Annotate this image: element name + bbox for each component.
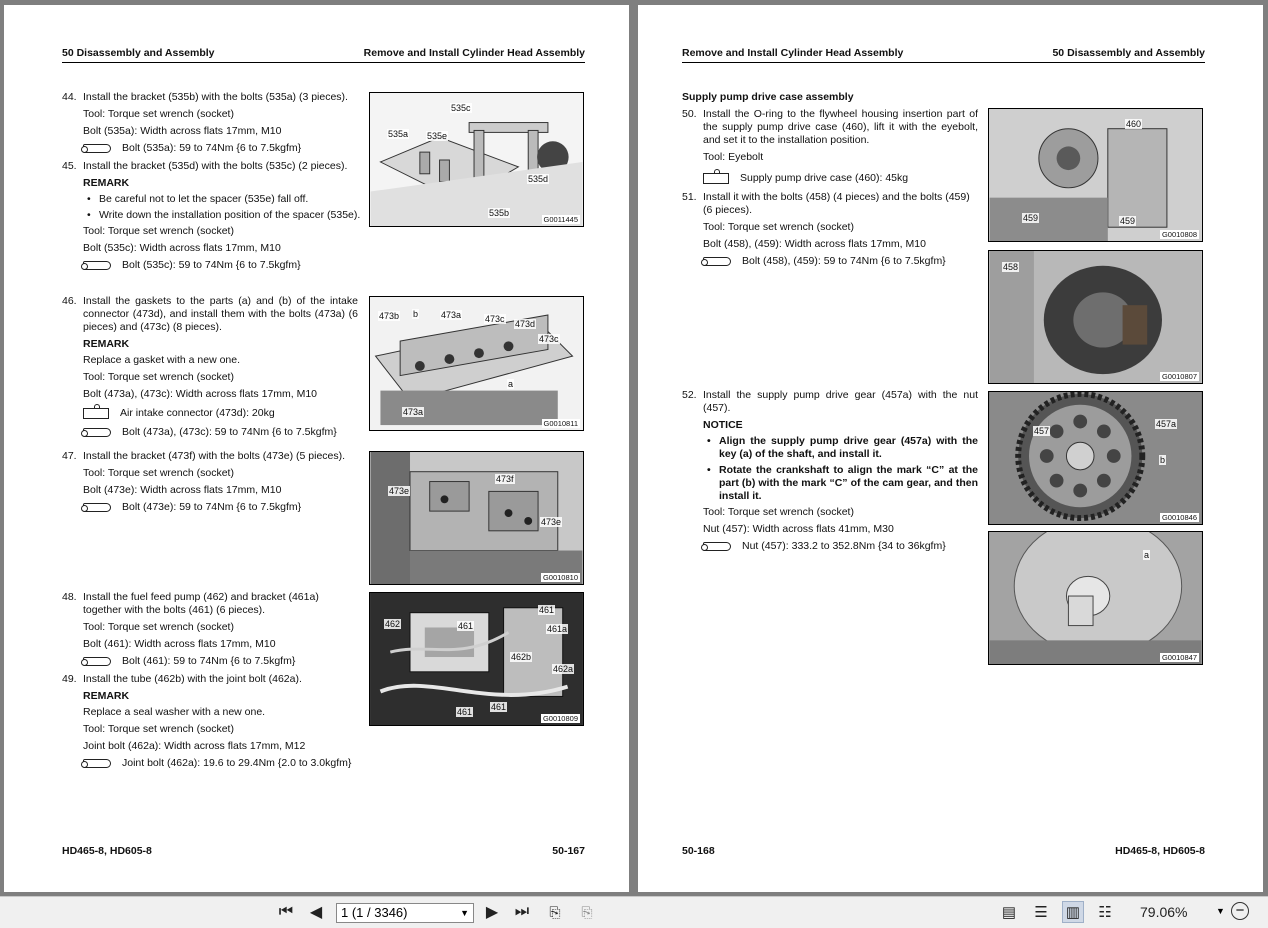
- callout-label: 462: [385, 619, 401, 629]
- bolt-spec: Joint bolt (462a): Width across flats 17mm, M12: [83, 740, 306, 752]
- tool-text: Tool: Torque set wrench (socket): [703, 506, 854, 518]
- dropdown-arrow-icon: ▼: [460, 908, 469, 918]
- two-page-continuous-button[interactable]: [1094, 901, 1116, 923]
- figure-bracket-473f: [369, 451, 584, 585]
- tool-text: Tool: Torque set wrench (socket): [83, 621, 234, 633]
- step-number: 46.: [62, 295, 77, 307]
- weight-spec: Supply pump drive case (460): 45kg: [740, 172, 909, 184]
- footer-left: 50-168: [682, 845, 715, 857]
- zoom-dropdown-icon[interactable]: ▼: [1216, 906, 1225, 916]
- callout-label: 461: [539, 605, 555, 615]
- callout-label: 473a: [441, 310, 462, 320]
- bolts-458-illustration: [989, 251, 1202, 383]
- step-49: [62, 673, 362, 773]
- callout-label: 459: [1120, 216, 1136, 226]
- last-page-icon: ⏭: [514, 903, 530, 920]
- callout-label: 473d: [515, 319, 536, 329]
- step-number: 50.: [682, 108, 697, 120]
- remark-bullet: • Write down the installation position of the spacer (535e).: [83, 209, 362, 222]
- zoom-out-button[interactable]: [1231, 902, 1249, 920]
- figure-intake-connector: [369, 296, 584, 431]
- header-left: 50 Disassembly and Assembly: [62, 47, 215, 59]
- callout-label: 535e: [427, 131, 448, 141]
- notice-heading: NOTICE: [703, 419, 743, 431]
- callout-label: 462a: [553, 664, 574, 674]
- torque-wrench-icon: [83, 261, 111, 270]
- step-text: Install the gaskets to the parts (a) and (b) of the intake connector (473d), and install them with the bolts (473a) (6 pieces) and (473c) (8 pieces).: [83, 295, 358, 333]
- previous-page-icon: ◀: [309, 904, 323, 921]
- page-right: [638, 5, 1263, 892]
- bolt-spec: Bolt (535c): Width across flats 17mm, M10: [83, 242, 281, 254]
- next-page-icon: ▶: [485, 904, 499, 921]
- remark-heading: REMARK: [83, 690, 130, 702]
- callout-label: 535b: [489, 208, 510, 218]
- next-page-button[interactable]: [481, 901, 503, 923]
- header-left: Remove and Install Cylinder Head Assembly: [682, 47, 904, 59]
- step-47: [62, 450, 362, 517]
- step-number: 49.: [62, 673, 77, 685]
- torque-wrench-icon: [83, 759, 111, 768]
- figure-code: G0010846: [1161, 513, 1197, 522]
- callout-label: 473c: [539, 334, 559, 344]
- bolt-spec: Nut (457): Width across flats 41mm, M30: [703, 523, 894, 535]
- torque-spec: Bolt (458), (459): 59 to 74Nm {6 to 7.5kgfm}: [742, 255, 946, 267]
- step-52: [682, 389, 978, 556]
- callout-label: 473c: [485, 314, 505, 324]
- figure-drive-gear: [988, 391, 1203, 525]
- two-page-icon: ▥: [1065, 904, 1081, 921]
- callout-label: 461: [457, 707, 473, 717]
- previous-page-button[interactable]: [305, 901, 327, 923]
- torque-spec: Bolt (461): 59 to 74Nm {6 to 7.5kgfm}: [122, 655, 296, 667]
- shaft-key-illustration: [989, 532, 1202, 664]
- remark-heading: REMARK: [83, 338, 130, 350]
- forward-view-icon: ⎘: [581, 903, 593, 920]
- header-right: 50 Disassembly and Assembly: [1052, 47, 1205, 59]
- page-header: [682, 47, 1205, 63]
- step-text: Install it with the bolts (458) (4 pieces) and the bolts (459) (6 pieces).: [703, 191, 970, 216]
- tool-text: Tool: Eyebolt: [703, 151, 764, 163]
- torque-spec: Bolt (535c): 59 to 74Nm {6 to 7.5kgfm}: [122, 259, 301, 271]
- callout-label: 473e: [541, 517, 562, 527]
- bracket-illustration: [370, 93, 583, 226]
- step-number: 51.: [682, 191, 697, 203]
- step-48: [62, 591, 358, 671]
- tool-text: Tool: Torque set wrench (socket): [83, 108, 234, 120]
- callout-label: a: [508, 379, 514, 389]
- callout-label: a: [1144, 550, 1150, 560]
- callout-label: 461a: [547, 624, 568, 634]
- callout-label: 459: [1023, 213, 1039, 223]
- torque-spec: Bolt (535a): 59 to 74Nm {6 to 7.5kgfm}: [122, 142, 302, 154]
- remark-text: Replace a seal washer with a new one.: [83, 706, 266, 718]
- callout-label: 535a: [388, 129, 409, 139]
- drive-gear-illustration: [989, 392, 1202, 524]
- page-header: [62, 47, 585, 63]
- page-left: [4, 5, 629, 892]
- callout-label: 457: [1034, 426, 1050, 436]
- step-text: Install the supply pump drive gear (457a) with the nut (457).: [703, 389, 978, 414]
- bolt-spec: Bolt (473a), (473c): Width across flats 17mm, M10: [83, 388, 317, 400]
- single-page-view-button[interactable]: [998, 901, 1020, 923]
- weight-icon: [703, 173, 729, 184]
- minus-icon: −: [1235, 902, 1245, 919]
- remark-heading: REMARK: [83, 177, 130, 189]
- figure-fuel-feed-pump: [369, 592, 584, 726]
- callout-label: 458: [1003, 262, 1019, 272]
- weight-icon: [83, 408, 109, 419]
- continuous-page-icon: ☰: [1034, 904, 1048, 921]
- continuous-view-button[interactable]: [1030, 901, 1052, 923]
- callout-label: 462b: [511, 652, 532, 662]
- figure-code: G0010847: [1161, 653, 1197, 662]
- figure-code: G0010807: [1161, 372, 1197, 381]
- torque-spec: Joint bolt (462a): 19.6 to 29.4Nm {2.0 to 3.0kgfm}: [122, 757, 352, 769]
- step-text: Install the bracket (473f) with the bolts (473e) (5 pieces).: [83, 450, 346, 462]
- bolt-spec: Bolt (473e): Width across flats 17mm, M10: [83, 484, 282, 496]
- zoom-level[interactable]: 79.06%: [1140, 904, 1188, 920]
- torque-spec: Bolt (473a), (473c): 59 to 74Nm {6 to 7.5kgfm}: [122, 426, 337, 438]
- figure-shaft-key: [988, 531, 1203, 665]
- back-view-icon: ⎘: [549, 903, 561, 920]
- callout-label: 535c: [451, 103, 471, 113]
- bolt-spec: Bolt (461): Width across flats 17mm, M10: [83, 638, 276, 650]
- notice-bullet: • Align the supply pump drive gear (457a) with the key (a) of the shaft, and install it.: [703, 435, 978, 461]
- torque-wrench-icon: [83, 428, 111, 437]
- go-back-view-button[interactable]: [544, 901, 566, 923]
- callout-label: 457a: [1156, 419, 1177, 429]
- callout-label: 473a: [403, 407, 424, 417]
- step-50: [682, 108, 978, 188]
- figure-supply-pump-case: [988, 108, 1203, 242]
- step-number: 44.: [62, 91, 77, 103]
- weight-spec: Air intake connector (473d): 20kg: [120, 407, 275, 419]
- callout-label: 473e: [389, 486, 410, 496]
- figure-code: G0011445: [543, 215, 578, 224]
- header-right: Remove and Install Cylinder Head Assembly: [363, 47, 585, 59]
- footer-right: HD465-8, HD605-8: [1115, 845, 1205, 857]
- figure-code: G0010808: [1161, 230, 1197, 239]
- callout-label: 460: [1126, 119, 1142, 129]
- figure-bolts-458: [988, 250, 1203, 384]
- step-45: [62, 160, 362, 275]
- step-text: Install the bracket (535d) with the bolts (535c) (2 pieces).: [83, 160, 348, 172]
- callout-label: 535d: [528, 174, 549, 184]
- step-text: Install the O-ring to the flywheel housing insertion part of the supply pump drive case (460), lift it with the eyebolt, and set it to the installation position.: [703, 108, 978, 146]
- callout-label: 473b: [379, 311, 400, 321]
- first-page-button[interactable]: [275, 901, 297, 923]
- step-number: 45.: [62, 160, 77, 172]
- page-footer: [682, 845, 1205, 857]
- two-page-view-button[interactable]: [1062, 901, 1084, 923]
- step-number: 47.: [62, 450, 77, 462]
- page-number-select[interactable]: [336, 903, 474, 923]
- figure-code: G0010811: [543, 419, 578, 428]
- supply-pump-case-illustration: [989, 109, 1202, 241]
- step-51: [682, 191, 978, 271]
- tool-text: Tool: Torque set wrench (socket): [83, 723, 234, 735]
- torque-wrench-icon: [703, 257, 731, 266]
- torque-wrench-icon: [703, 542, 731, 551]
- torque-wrench-icon: [83, 503, 111, 512]
- go-forward-view-button[interactable]: [576, 901, 598, 923]
- bolt-spec: Bolt (535a): Width across flats 17mm, M10: [83, 125, 282, 137]
- figure-bracket-535: [369, 92, 584, 227]
- figure-code: G0010810: [542, 573, 578, 582]
- footer-right: 50-167: [552, 845, 585, 857]
- two-page-continuous-icon: ☷: [1098, 904, 1112, 921]
- callout-label: b: [413, 309, 419, 319]
- torque-spec: Bolt (473e): 59 to 74Nm {6 to 7.5kgfm}: [122, 501, 302, 513]
- single-page-icon: ▤: [1001, 904, 1017, 921]
- first-page-icon: ⏮: [278, 903, 294, 920]
- page-number-value: 1 (1 / 3346): [341, 905, 408, 920]
- figure-code: G0010809: [542, 714, 578, 723]
- remark-bullet: • Be careful not to let the spacer (535e) fall off.: [83, 193, 362, 206]
- viewer-toolbar: [0, 896, 1268, 928]
- footer-left: HD465-8, HD605-8: [62, 845, 152, 857]
- step-number: 48.: [62, 591, 77, 603]
- callout-label: b: [1160, 455, 1166, 465]
- callout-label: 473f: [496, 474, 514, 484]
- torque-wrench-icon: [83, 144, 111, 153]
- step-text: Install the tube (462b) with the joint bolt (462a).: [83, 673, 302, 685]
- page-footer: [62, 845, 585, 857]
- step-44: [62, 91, 362, 158]
- tool-text: Tool: Torque set wrench (socket): [703, 221, 854, 233]
- step-text: Install the bracket (535b) with the bolts (535a) (3 pieces).: [83, 91, 348, 103]
- section-title: Supply pump drive case assembly: [682, 91, 854, 103]
- step-46: [62, 295, 358, 442]
- torque-spec: Nut (457): 333.2 to 352.8Nm {34 to 36kgfm}: [742, 540, 946, 552]
- remark-text: Replace a gasket with a new one.: [83, 354, 241, 366]
- torque-wrench-icon: [83, 657, 111, 666]
- callout-label: 461: [491, 702, 507, 712]
- tool-text: Tool: Torque set wrench (socket): [83, 467, 234, 479]
- tool-text: Tool: Torque set wrench (socket): [83, 371, 234, 383]
- notice-bullet: • Rotate the crankshaft to align the mark “C” at the part (b) with the mark “C” of the cam gear, and then install it.: [703, 464, 978, 503]
- bolt-spec: Bolt (458), (459): Width across flats 17mm, M10: [703, 238, 926, 250]
- callout-label: 461: [458, 621, 474, 631]
- tool-text: Tool: Torque set wrench (socket): [83, 225, 234, 237]
- last-page-button[interactable]: [511, 901, 533, 923]
- step-number: 52.: [682, 389, 697, 401]
- step-text: Install the fuel feed pump (462) and bracket (461a) together with the bolts (461) (6 pieces).: [83, 591, 319, 616]
